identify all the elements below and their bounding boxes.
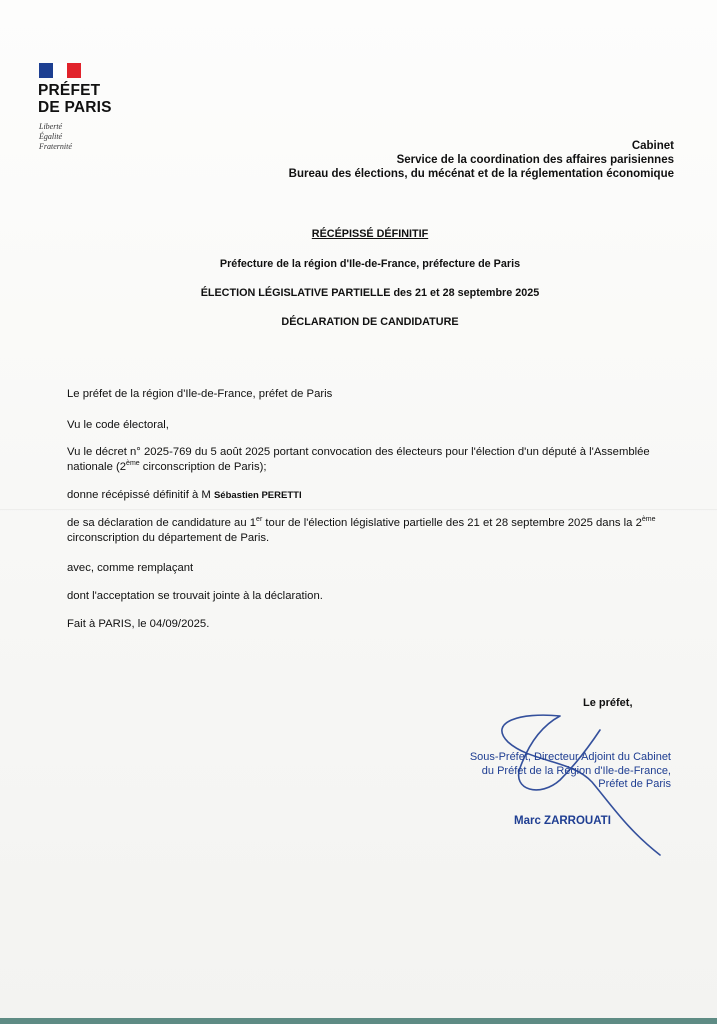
declaration-text-b: tour de l'élection législative partielle des 21 et 28 septembre 2025 dans la 2 xyxy=(262,517,642,529)
decret-text-b: circonscription de Paris); xyxy=(139,460,267,473)
body-paragraph-date: Fait à PARIS, le 04/09/2025. xyxy=(67,618,210,630)
french-flag-logo xyxy=(39,63,81,78)
issuing-services xyxy=(289,139,674,181)
motto-egalite: Égalité xyxy=(39,132,63,141)
declaration-line: DÉCLARATION DE CANDIDATURE xyxy=(281,316,459,328)
service-bureau: Bureau des élections, du mécénat et de la réglementation économique xyxy=(288,168,674,180)
service-coordination: Service de la coordination des affaires parisiennes xyxy=(396,154,674,166)
logo-line-1: PRÉFET xyxy=(38,82,101,99)
decret-text-a: Vu le décret n° 2025-769 du 5 août 2025 portant convocation des électeurs pour l'élection d'un député à l'Assemblée nationale (2 xyxy=(67,446,650,473)
republic-motto xyxy=(39,122,72,152)
signatory-name: Marc ZARROUATI xyxy=(514,815,611,827)
declaration-sup-1: er xyxy=(256,516,263,524)
logo-line-2: DE PARIS xyxy=(38,99,112,116)
body-paragraph-remplacant: avec, comme remplaçant xyxy=(67,562,194,574)
declaration-text-a: de sa déclaration de candidature au 1 xyxy=(67,517,257,529)
body-paragraph-code: Vu le code électoral, xyxy=(67,419,169,431)
service-cabinet: Cabinet xyxy=(631,140,674,152)
document-title: RÉCÉPISSÉ DÉFINITIF xyxy=(311,228,429,240)
motto-liberte: Liberté xyxy=(39,122,63,131)
prefecture-line: Préfecture de la région d'Ile-de-France, préfecture de Paris xyxy=(219,258,521,270)
flag-blue-band xyxy=(39,63,53,78)
signatory-title xyxy=(470,751,671,792)
flag-red-band xyxy=(67,63,81,78)
flag-white-band xyxy=(53,63,67,78)
motto-fraternite: Fraternité xyxy=(39,142,72,151)
candidate-name: Sébastien PERETTI xyxy=(213,490,302,501)
declaration-sup-2: ème xyxy=(641,516,656,524)
body-paragraph-acceptation: dont l'acceptation se trouvait jointe à la déclaration. xyxy=(67,590,323,602)
election-line: ÉLECTION LÉGISLATIVE PARTIELLE des 21 et 28 septembre 2025 xyxy=(200,287,540,299)
body-paragraph-decret xyxy=(67,445,682,474)
signatory-title-line-2: du Préfet de la Région d'Ile-de-France, xyxy=(481,764,671,777)
body-paragraph-prefet: Le préfet de la région d'Ile-de-France, préfet de Paris xyxy=(67,388,333,400)
body-paragraph-recepisse xyxy=(67,488,682,504)
signatory-title-line-3: Préfet de Paris xyxy=(598,778,671,790)
prefet-de-paris-logo-text xyxy=(38,82,112,116)
signatory-title-line-1: Sous-Préfet, Directeur Adjoint du Cabinet xyxy=(469,751,671,763)
recepisse-prefix: donne récépissé définitif à M xyxy=(67,489,214,501)
decret-sup: ème xyxy=(126,459,140,467)
declaration-text-c: circonscription du département de Paris. xyxy=(67,531,270,544)
fold-line xyxy=(0,509,717,511)
body-paragraph-declaration xyxy=(67,516,682,545)
le-prefet-label: Le préfet, xyxy=(583,697,633,709)
